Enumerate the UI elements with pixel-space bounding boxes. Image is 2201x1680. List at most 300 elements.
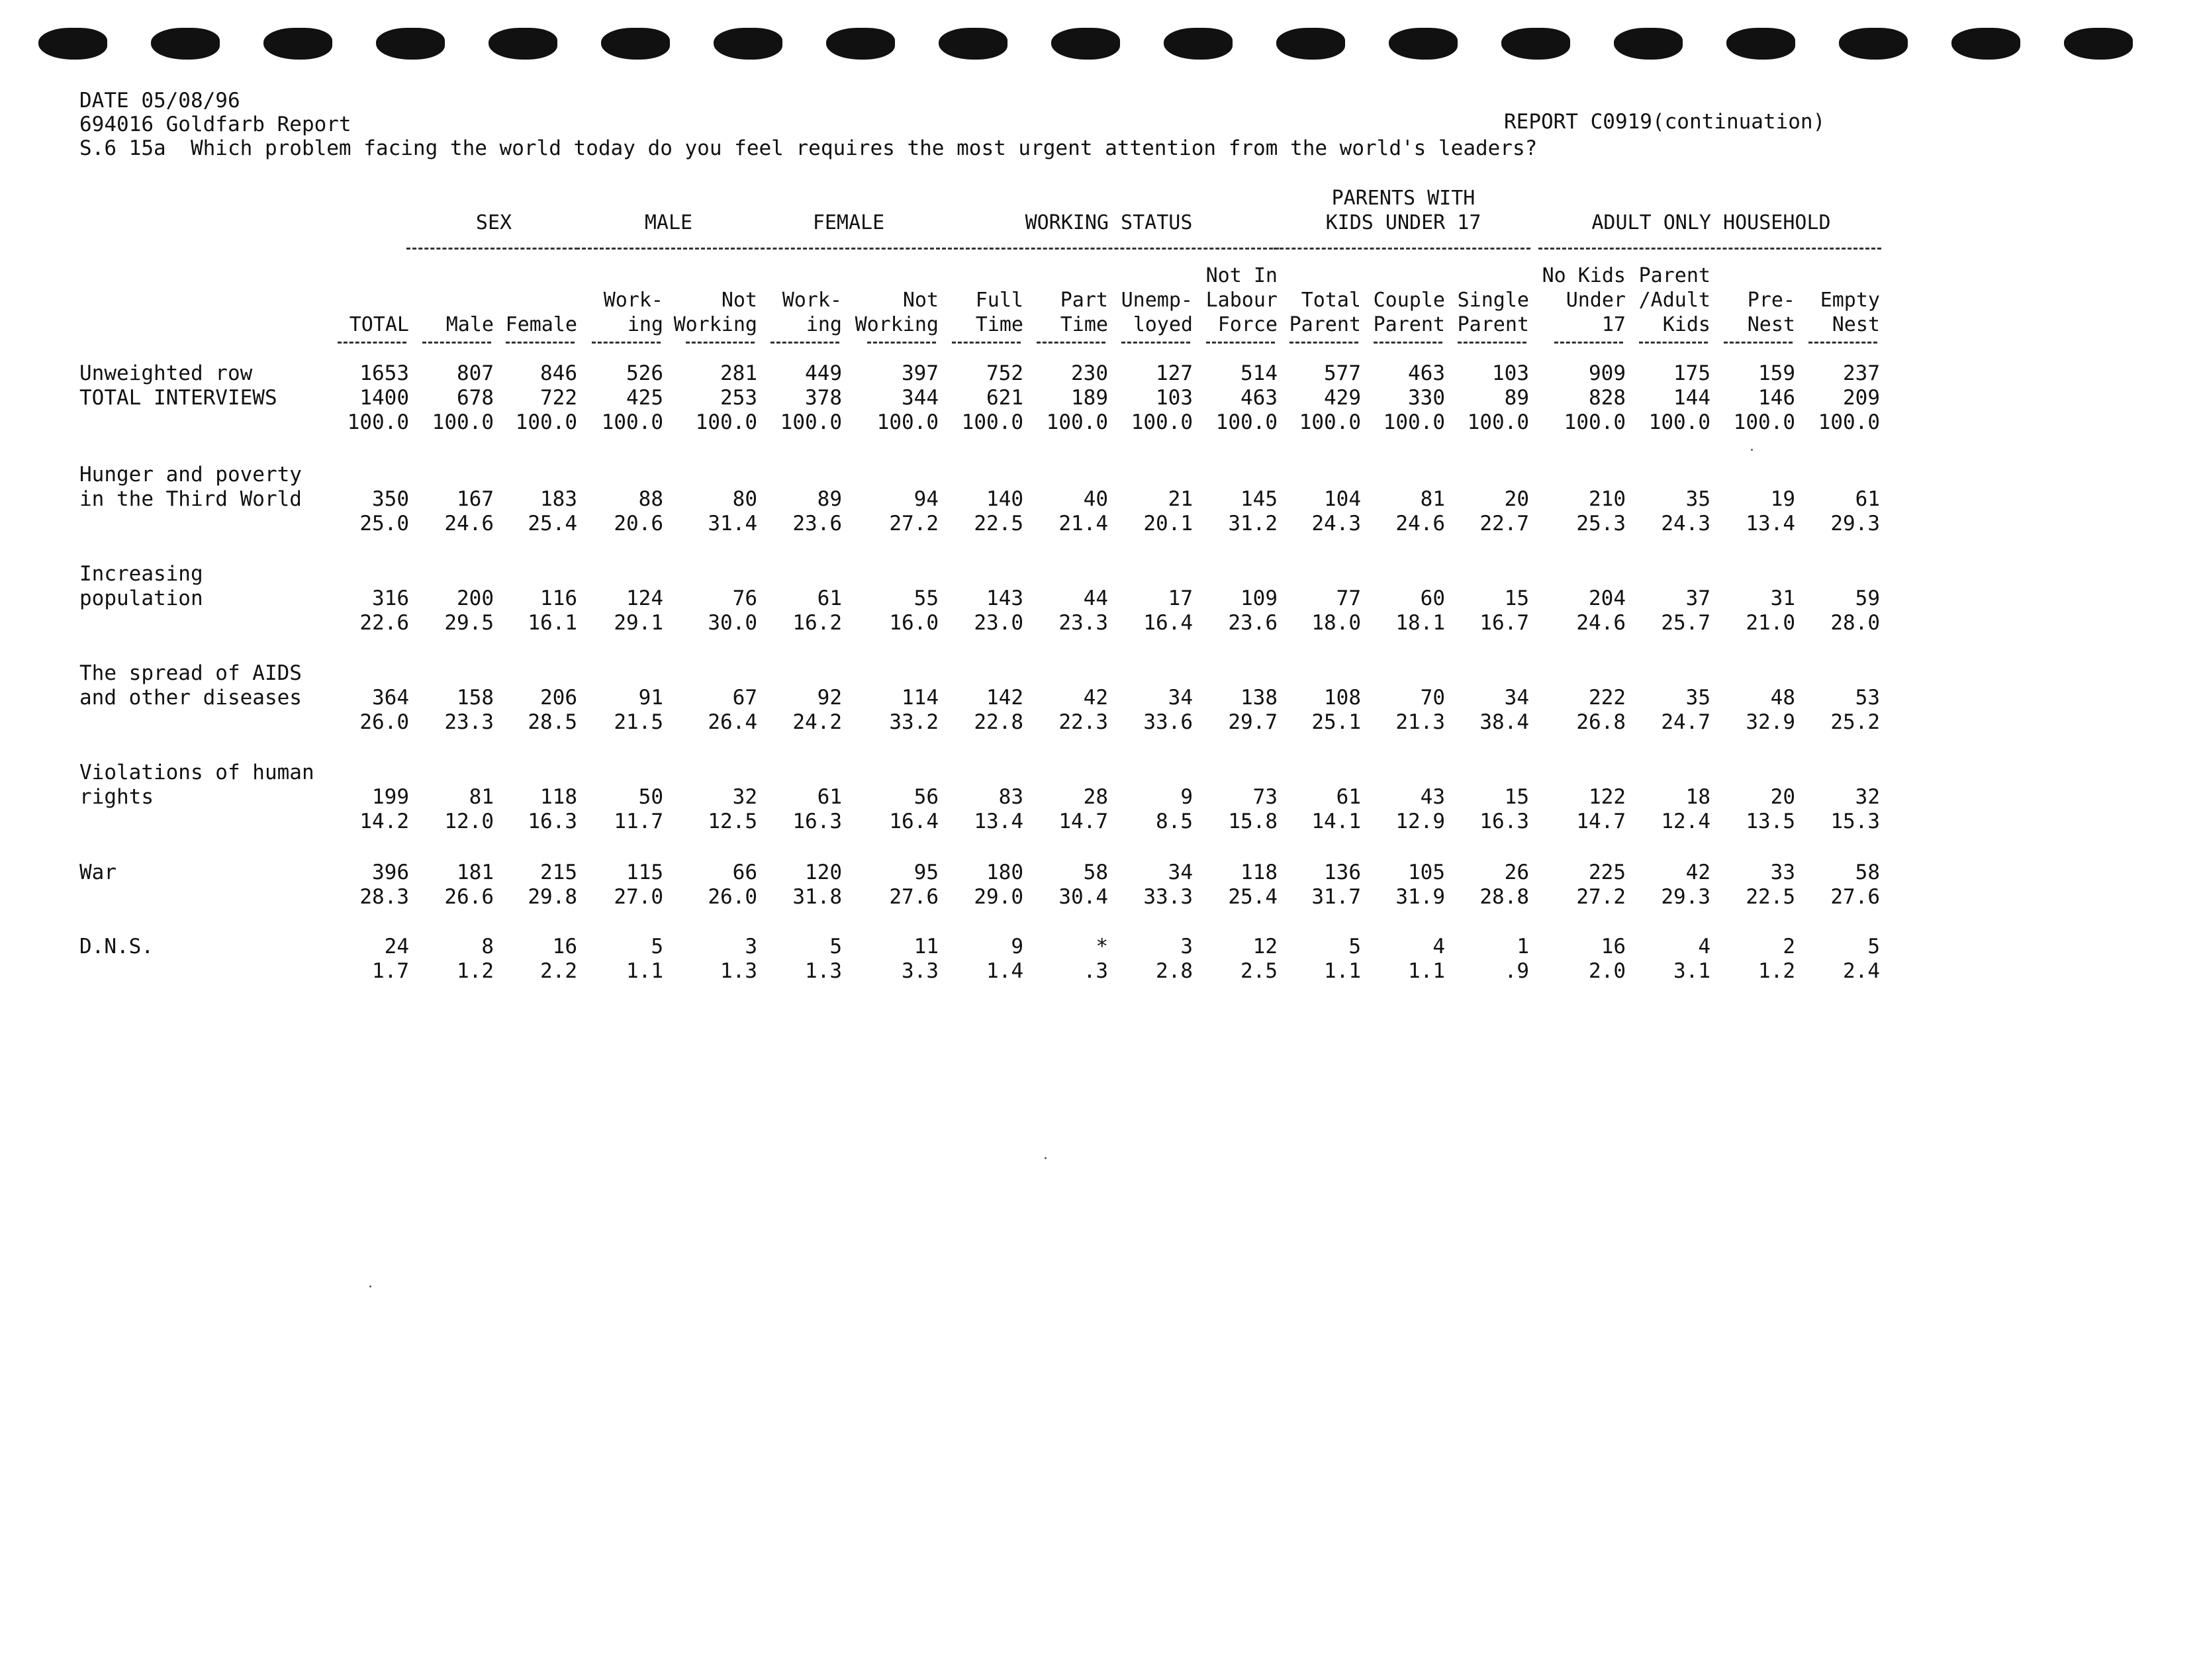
table-cell: 60 (1420, 586, 1445, 610)
column-header: Female (505, 313, 577, 336)
table-cell: 40 (1083, 487, 1108, 511)
table-cell: 9 (1180, 785, 1193, 809)
table-cell: 183 (540, 487, 577, 511)
redaction-mark (601, 28, 670, 60)
table-cell: 3 (1180, 935, 1193, 958)
table-cell: 4 (1432, 935, 1445, 958)
table-cell: 16.0 (889, 611, 939, 635)
table-cell: 4 (1698, 935, 1710, 958)
table-cell: 5 (1348, 935, 1361, 958)
group-header: SEX (475, 211, 512, 234)
column-header: 17 (1601, 313, 1626, 336)
table-cell: 22.7 (1479, 512, 1529, 536)
table-cell: 26.0 (359, 710, 409, 734)
table-cell: 104 (1324, 487, 1361, 511)
table-cell: 23.0 (974, 611, 1023, 635)
column-header: TOTAL (349, 313, 409, 336)
group-header: WORKING STATUS (1025, 211, 1193, 234)
table-cell: 15.3 (1830, 810, 1880, 833)
table-cell: 24.6 (1576, 611, 1626, 635)
table-cell: 20 (1504, 487, 1529, 511)
table-cell: 26 (1504, 861, 1529, 884)
redaction-mark (1614, 28, 1683, 60)
column-underline (592, 342, 661, 344)
table-cell: .3 (1083, 959, 1108, 983)
table-cell: 222 (1589, 686, 1626, 710)
table-cell: 20.6 (614, 512, 663, 536)
table-cell: 20.1 (1143, 512, 1193, 536)
table-cell: 29.8 (528, 885, 577, 909)
row-label: in the Third World (79, 487, 302, 511)
table-cell: 25.4 (528, 512, 577, 536)
table-cell: 143 (986, 586, 1023, 610)
table-cell: 514 (1241, 361, 1278, 385)
table-cell: 55 (913, 586, 939, 610)
table-cell: 18.0 (1311, 611, 1361, 635)
table-cell: 21.3 (1395, 710, 1445, 734)
table-cell: 16.1 (528, 611, 577, 635)
report-id: REPORT C0919(continuation) (1504, 110, 1826, 134)
table-cell: 103 (1156, 386, 1193, 410)
table-cell: 23.6 (792, 512, 842, 536)
table-cell: 167 (457, 487, 494, 511)
table-cell: 61 (1336, 785, 1361, 809)
table-cell: 15.8 (1228, 810, 1278, 833)
table-cell: 14.7 (1576, 810, 1626, 833)
group-underline (406, 248, 579, 250)
table-cell: 12.9 (1395, 810, 1445, 833)
column-header: Labour (1205, 289, 1278, 312)
row-label: Hunger and poverty (79, 463, 302, 487)
table-cell: 109 (1241, 586, 1278, 610)
table-cell: 225 (1589, 861, 1626, 884)
table-cell: 91 (638, 686, 663, 710)
column-header: Working (673, 313, 757, 336)
table-cell: 35 (1685, 487, 1710, 511)
scan-speck (1751, 449, 1753, 451)
table-cell: 29.5 (444, 611, 494, 635)
table-cell: 24.3 (1311, 512, 1361, 536)
table-cell: 1.3 (805, 959, 842, 983)
table-cell: 28.3 (359, 885, 409, 909)
table-cell: 16.4 (1143, 611, 1193, 635)
column-header: /Adult (1638, 289, 1710, 312)
table-cell: 22.5 (974, 512, 1023, 536)
table-cell: 30.4 (1058, 885, 1108, 909)
table-cell: 100.0 (1733, 410, 1795, 434)
table-cell: 56 (913, 785, 939, 809)
column-underline (338, 342, 406, 344)
table-cell: 2.4 (1843, 959, 1880, 983)
table-cell: 77 (1336, 586, 1361, 610)
table-cell: 32.9 (1746, 710, 1795, 734)
table-cell: 22.5 (1746, 885, 1795, 909)
table-cell: 621 (986, 386, 1023, 410)
column-header: Unemp- (1121, 289, 1193, 312)
table-cell: 159 (1758, 361, 1795, 385)
column-header: Part (1060, 289, 1108, 312)
column-header: Not (721, 289, 757, 312)
table-cell: 237 (1843, 361, 1880, 385)
table-cell: 124 (626, 586, 663, 610)
table-cell: 76 (732, 586, 757, 610)
table-cell: 116 (540, 586, 577, 610)
table-cell: 1.1 (626, 959, 663, 983)
table-cell: 38.4 (1479, 710, 1529, 734)
table-cell: 144 (1673, 386, 1710, 410)
row-label: Increasing (79, 562, 203, 586)
table-cell: 330 (1408, 386, 1445, 410)
table-cell: 1 (1517, 935, 1529, 958)
table-cell: 31.2 (1228, 512, 1278, 536)
table-cell: 100.0 (347, 410, 409, 434)
column-underline (1554, 342, 1623, 344)
redaction-mark (263, 28, 332, 60)
table-cell: 100.0 (695, 410, 757, 434)
table-cell: 24.6 (444, 512, 494, 536)
table-cell: 142 (986, 686, 1023, 710)
table-cell: 26.0 (708, 885, 757, 909)
redaction-mark (1276, 28, 1345, 60)
table-cell: 26.6 (444, 885, 494, 909)
table-cell: 230 (1071, 361, 1108, 385)
table-cell: 103 (1492, 361, 1529, 385)
table-cell: 21.5 (614, 710, 663, 734)
table-cell: 81 (1420, 487, 1445, 511)
table-cell: 281 (720, 361, 757, 385)
table-cell: 50 (638, 785, 663, 809)
table-cell: 21.0 (1746, 611, 1795, 635)
table-cell: 577 (1324, 361, 1361, 385)
table-cell: 181 (457, 861, 494, 884)
row-label: Unweighted row (79, 361, 253, 385)
table-cell: 31.8 (792, 885, 842, 909)
table-cell: 27.2 (889, 512, 939, 536)
table-cell: 17 (1168, 586, 1193, 610)
column-header: Parent (1457, 313, 1529, 336)
table-cell: 13.4 (974, 810, 1023, 833)
table-cell: 100.0 (1215, 410, 1278, 434)
table-cell: 206 (540, 686, 577, 710)
column-header: Parent (1638, 264, 1710, 287)
redaction-mark (1501, 28, 1570, 60)
group-underline (576, 248, 759, 250)
table-cell: 29.0 (974, 885, 1023, 909)
table-cell: 11.7 (614, 810, 663, 833)
table-cell: 16.3 (1479, 810, 1529, 833)
table-cell: 138 (1241, 686, 1278, 710)
table-cell: 14.1 (1311, 810, 1361, 833)
table-cell: 12.5 (708, 810, 757, 833)
table-cell: 1.2 (457, 959, 494, 983)
table-cell: 22.3 (1058, 710, 1108, 734)
table-cell: 83 (998, 785, 1023, 809)
table-cell: 127 (1156, 361, 1193, 385)
column-underline (1808, 342, 1877, 344)
table-cell: 23.3 (444, 710, 494, 734)
table-cell: 58 (1083, 861, 1108, 884)
table-cell: 425 (626, 386, 663, 410)
table-cell: 25.3 (1576, 512, 1626, 536)
column-underline (867, 342, 936, 344)
table-cell: 1.7 (372, 959, 409, 983)
table-cell: 31.4 (708, 512, 757, 536)
table-cell: 12.4 (1661, 810, 1710, 833)
table-cell: 722 (540, 386, 577, 410)
redaction-mark (2064, 28, 2133, 60)
table-cell: 27.0 (614, 885, 663, 909)
redaction-mark (1164, 28, 1233, 60)
table-cell: 16.7 (1479, 611, 1529, 635)
table-cell: .9 (1504, 959, 1529, 983)
table-cell: 344 (902, 386, 939, 410)
table-cell: 429 (1324, 386, 1361, 410)
table-cell: 13.5 (1746, 810, 1795, 833)
table-cell: 215 (540, 861, 577, 884)
table-cell: 100.0 (1299, 410, 1361, 434)
column-underline (771, 342, 839, 344)
column-underline (686, 342, 755, 344)
table-cell: 67 (732, 686, 757, 710)
table-cell: 2.8 (1156, 959, 1193, 983)
column-header: Total (1301, 289, 1361, 312)
table-cell: 34 (1168, 686, 1193, 710)
table-cell: 61 (817, 785, 842, 809)
table-cell: 199 (372, 785, 409, 809)
redaction-mark (826, 28, 895, 60)
table-cell: 463 (1408, 361, 1445, 385)
column-header: Working (855, 313, 939, 336)
table-cell: 118 (1241, 861, 1278, 884)
table-cell: 31 (1770, 586, 1795, 610)
table-cell: 15 (1504, 785, 1529, 809)
table-cell: 396 (372, 861, 409, 884)
table-cell: * (1096, 935, 1108, 958)
table-cell: 43 (1420, 785, 1445, 809)
table-cell: 22.6 (359, 611, 409, 635)
table-cell: 29.7 (1228, 710, 1278, 734)
column-header: ing (806, 313, 842, 336)
redaction-mark (714, 28, 782, 60)
scan-speck (1045, 1157, 1047, 1159)
table-cell: 100.0 (961, 410, 1023, 434)
table-cell: 34 (1168, 861, 1193, 884)
table-cell: 100.0 (1564, 410, 1626, 434)
table-cell: 12 (1252, 935, 1278, 958)
table-cell: 61 (1855, 487, 1880, 511)
table-cell: 253 (720, 386, 757, 410)
report-title: 694016 Goldfarb Report (79, 113, 351, 136)
column-underline (422, 342, 491, 344)
table-cell: 846 (540, 361, 577, 385)
table-cell: 828 (1589, 386, 1626, 410)
table-cell: 89 (817, 487, 842, 511)
row-label: D.N.S. (79, 935, 154, 958)
group-underline (1538, 248, 1881, 250)
table-cell: 28.0 (1830, 611, 1880, 635)
table-cell: 2.0 (1589, 959, 1626, 983)
table-cell: 1.1 (1408, 959, 1445, 983)
table-cell: 108 (1324, 686, 1361, 710)
table-cell: 118 (540, 785, 577, 809)
table-cell: 909 (1589, 361, 1626, 385)
table-cell: 752 (986, 361, 1023, 385)
redaction-mark (1951, 28, 2020, 60)
group-header: FEMALE (812, 211, 885, 234)
table-cell: 100.0 (1046, 410, 1108, 434)
table-cell: 42 (1083, 686, 1108, 710)
table-cell: 24 (384, 935, 409, 958)
table-cell: 35 (1685, 686, 1710, 710)
group-underline (755, 248, 940, 250)
table-cell: 20 (1770, 785, 1795, 809)
table-cell: 53 (1855, 686, 1880, 710)
table-cell: 200 (457, 586, 494, 610)
column-header: Single (1457, 289, 1529, 312)
column-underline (1374, 342, 1442, 344)
table-cell: 23.3 (1058, 611, 1108, 635)
table-cell: 1.3 (720, 959, 757, 983)
row-label: and other diseases (79, 686, 302, 710)
table-cell: 58 (1855, 861, 1880, 884)
table-cell: 364 (372, 686, 409, 710)
column-underline (1037, 342, 1105, 344)
table-cell: 100.0 (432, 410, 494, 434)
table-cell: 100.0 (1383, 410, 1445, 434)
table-cell: 27.6 (889, 885, 939, 909)
table-cell: 100.0 (1467, 410, 1529, 434)
table-cell: 16.4 (889, 810, 939, 833)
table-cell: 21.4 (1058, 512, 1108, 536)
table-cell: 42 (1685, 861, 1710, 884)
column-header: Not In (1205, 264, 1278, 287)
table-cell: 678 (457, 386, 494, 410)
table-cell: 16 (1601, 935, 1626, 958)
redaction-mark (489, 28, 557, 60)
table-cell: 26.8 (1576, 710, 1626, 734)
table-cell: 210 (1589, 487, 1626, 511)
table-cell: 61 (817, 586, 842, 610)
table-cell: 26.4 (708, 710, 757, 734)
table-cell: 33 (1770, 861, 1795, 884)
table-cell: 175 (1673, 361, 1710, 385)
table-cell: 120 (805, 861, 842, 884)
table-cell: 89 (1504, 386, 1529, 410)
table-cell: 25.7 (1661, 611, 1710, 635)
column-header: No Kids (1542, 264, 1626, 287)
column-header: Male (445, 313, 494, 336)
column-header: Nest (1832, 313, 1880, 336)
table-cell: 100.0 (601, 410, 663, 434)
report-date: DATE 05/08/96 (79, 89, 240, 113)
table-cell: 5 (1867, 935, 1880, 958)
table-cell: 100.0 (515, 410, 577, 434)
group-header: MALE (644, 211, 693, 234)
column-header: loyed (1133, 313, 1193, 336)
table-cell: 3.3 (902, 959, 939, 983)
table-cell: 70 (1420, 686, 1445, 710)
table-cell: 316 (372, 586, 409, 610)
table-cell: 23.6 (1228, 611, 1278, 635)
redaction-mark (1839, 28, 1908, 60)
column-header: Force (1217, 313, 1278, 336)
table-cell: 15 (1504, 586, 1529, 610)
table-cell: 2 (1783, 935, 1795, 958)
table-cell: 204 (1589, 586, 1626, 610)
table-cell: 16.3 (528, 810, 577, 833)
table-cell: 34 (1504, 686, 1529, 710)
column-header: Parent (1289, 313, 1361, 336)
table-cell: 1.2 (1758, 959, 1795, 983)
table-cell: 13.4 (1746, 512, 1795, 536)
table-cell: 24.2 (792, 710, 842, 734)
table-cell: 33.3 (1143, 885, 1193, 909)
column-underline (1724, 342, 1793, 344)
table-cell: 18 (1685, 785, 1710, 809)
question-text: S.6 15a Which problem facing the world today do you feel requires the most urgent attention from the world's leaders? (79, 136, 1538, 160)
table-cell: 25.4 (1228, 885, 1278, 909)
table-cell: 449 (805, 361, 842, 385)
table-cell: 94 (913, 487, 939, 511)
table-cell: 30.0 (708, 611, 757, 635)
table-cell: 1400 (359, 386, 409, 410)
group-header: ADULT ONLY HOUSEHOLD (1591, 211, 1831, 234)
table-cell: 350 (372, 487, 409, 511)
table-cell: 28.5 (528, 710, 577, 734)
table-cell: 146 (1758, 386, 1795, 410)
column-underline (952, 342, 1021, 344)
column-underline (1639, 342, 1708, 344)
column-underline (1289, 342, 1358, 344)
column-header: Time (975, 313, 1023, 336)
table-cell: 16.2 (792, 611, 842, 635)
table-cell: 115 (626, 861, 663, 884)
table-cell: 66 (732, 861, 757, 884)
table-cell: 114 (902, 686, 939, 710)
table-cell: 92 (817, 686, 842, 710)
table-cell: 29.3 (1661, 885, 1710, 909)
table-cell: 31.9 (1395, 885, 1445, 909)
table-cell: 16 (552, 935, 577, 958)
column-underline (506, 342, 575, 344)
row-label: TOTAL INTERVIEWS (79, 386, 277, 410)
table-cell: 105 (1408, 861, 1445, 884)
table-cell: 100.0 (876, 410, 939, 434)
row-label: Violations of human (79, 761, 314, 784)
table-cell: 1.4 (986, 959, 1023, 983)
table-cell: 100.0 (1648, 410, 1710, 434)
table-cell: 25.2 (1830, 710, 1880, 734)
column-header: Pre- (1747, 289, 1795, 312)
column-header: Work- (603, 289, 663, 312)
table-cell: 5 (829, 935, 842, 958)
table-cell: 28.8 (1479, 885, 1529, 909)
row-label: The spread of AIDS (79, 661, 302, 685)
column-header: Couple (1373, 289, 1445, 312)
table-cell: 1.1 (1324, 959, 1361, 983)
redaction-mark (939, 28, 1007, 60)
column-header: Nest (1747, 313, 1795, 336)
table-cell: 12.0 (444, 810, 494, 833)
table-cell: 5 (651, 935, 663, 958)
table-cell: 209 (1843, 386, 1880, 410)
table-cell: 28 (1083, 785, 1108, 809)
table-cell: 80 (732, 487, 757, 511)
table-cell: 397 (902, 361, 939, 385)
table-cell: 16.3 (792, 810, 842, 833)
table-cell: 59 (1855, 586, 1880, 610)
table-cell: 140 (986, 487, 1023, 511)
